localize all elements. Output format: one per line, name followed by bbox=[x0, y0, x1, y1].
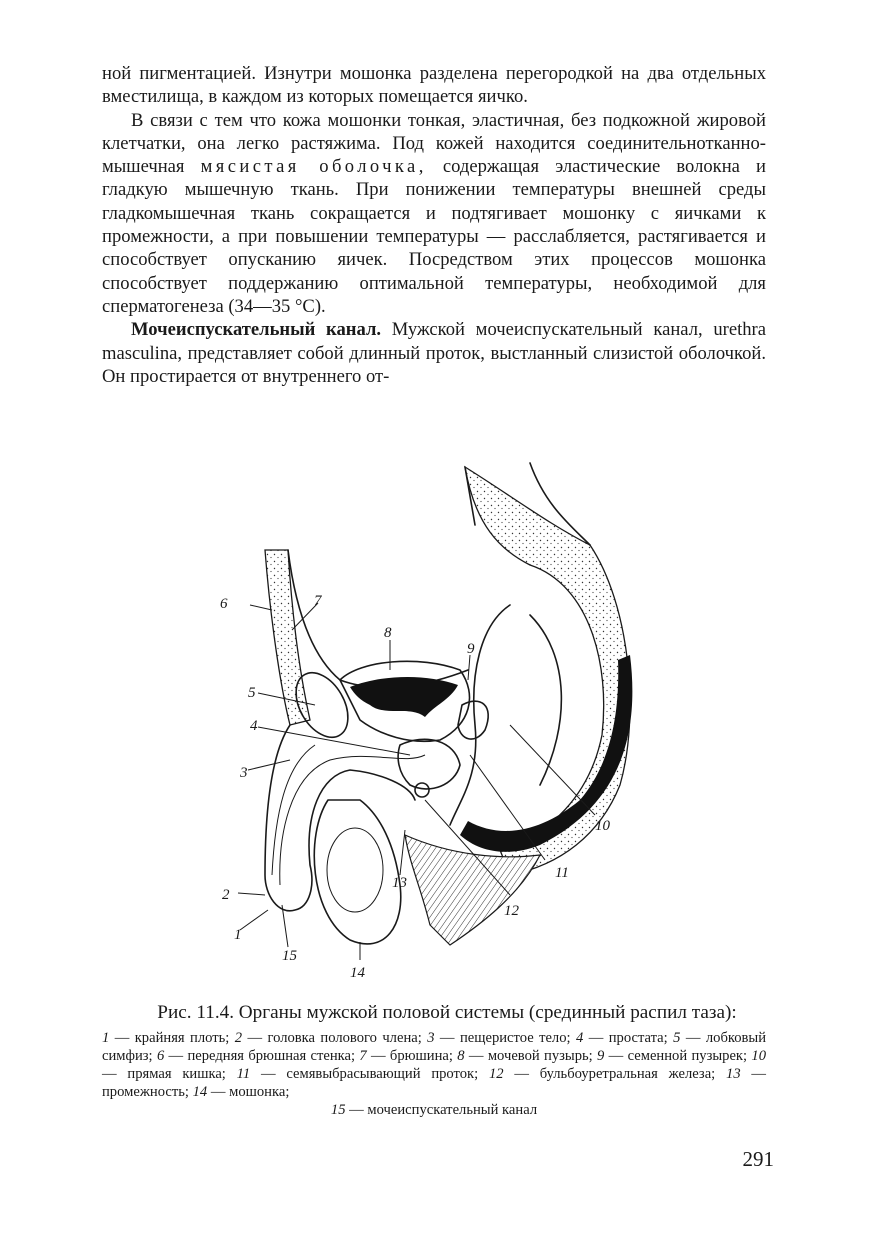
figure-label-9: 9 bbox=[467, 641, 475, 657]
paragraph-1: ной пигментацией. Изнутри мошонка разделена перегородкой на два отдельных вместилища, в каждом из которых помещается яичко. bbox=[102, 63, 766, 108]
rectum-outline bbox=[450, 605, 561, 825]
legend-items bbox=[102, 1030, 766, 1102]
peritoneum-line bbox=[288, 550, 468, 687]
prostate-outline bbox=[398, 739, 460, 789]
sacrum-shape bbox=[465, 467, 630, 875]
paragraph-3 bbox=[102, 318, 766, 388]
legend-text: — передняя брюшная стенка; bbox=[164, 1047, 360, 1064]
legend-number: 4 bbox=[576, 1030, 584, 1046]
legend-text: — мочевой пузырь; bbox=[464, 1047, 598, 1064]
term-myasistaya-obolochka: мясистая оболочка, bbox=[200, 156, 427, 178]
bladder-lumen bbox=[350, 677, 458, 717]
figure-label-8: 8 bbox=[384, 625, 392, 641]
legend-text: — мочеиспускательный канал bbox=[345, 1101, 538, 1118]
legend-number: 13 bbox=[726, 1065, 741, 1082]
legend-number: 6 bbox=[156, 1047, 165, 1064]
legend-number: 9 bbox=[597, 1047, 605, 1064]
legend-number: 5 bbox=[673, 1030, 681, 1046]
legend-text: — головка полового члена; bbox=[242, 1030, 428, 1046]
figure-label-2: 2 bbox=[222, 887, 230, 903]
figure-legend bbox=[102, 1030, 766, 1120]
legend-text: — бульбоуретральная железа; bbox=[503, 1065, 727, 1082]
figure-caption: Рис. 11.4. Органы мужской половой системы (срединный распил таза): bbox=[157, 1002, 737, 1023]
paragraph-2-start: В связи с тем что кожа мошонки тонкая, эластичная, без подкожной жировой клетчатки, она легко растяжима. Под кожей находится соединительнотканно-мышечная bbox=[102, 109, 766, 178]
legend-number: 3 bbox=[427, 1030, 435, 1046]
legend-number: 12 bbox=[488, 1065, 504, 1082]
figure-label-14: 14 bbox=[350, 965, 365, 981]
section-heading-urethra: Мочеиспускательный канал. bbox=[131, 319, 382, 341]
legend-text: — простата; bbox=[583, 1030, 674, 1046]
legend-number: 2 bbox=[234, 1030, 243, 1046]
legend-text: — прямая кишка; bbox=[102, 1065, 237, 1082]
testis-shape bbox=[327, 828, 383, 912]
figure-label-4: 4 bbox=[250, 718, 258, 734]
figure-label-10: 10 bbox=[595, 818, 610, 834]
legend-number: 10 bbox=[751, 1047, 766, 1064]
legend-last-item bbox=[102, 1102, 766, 1120]
figure-label-13: 13 bbox=[392, 875, 407, 891]
pelvis-section-drawing bbox=[210, 455, 650, 990]
bulbourethral-gland bbox=[415, 783, 429, 797]
legend-text: — пещеристое тело; bbox=[434, 1030, 576, 1046]
paragraph-2 bbox=[102, 109, 766, 319]
page-number: 291 bbox=[742, 1147, 774, 1171]
legend-text: — брюшина; bbox=[366, 1047, 458, 1064]
legend-text: — мошонка; bbox=[207, 1083, 290, 1100]
figure-label-1: 1 bbox=[234, 927, 242, 943]
figure-label-5: 5 bbox=[248, 685, 256, 701]
legend-text: — семенной пузырек; bbox=[604, 1047, 752, 1064]
paragraph-2-end: содержащая эластические волокна и гладкую мышечную ткань. При понижении температуры внешней среды гладкомышечная ткань сокращается и подтягивает мошонку с яичками к промежности, а при повышении температуры — расслабляется, растягивается и способствует опусканию яичек. Посредством этих процессов мошонка способствует поддержанию оптимальной температуры, необходимой для сперматогенеза (34—35 °С). bbox=[102, 156, 766, 317]
body-text bbox=[102, 62, 766, 388]
legend-number: 11 bbox=[236, 1065, 251, 1082]
legend-text: — крайняя плоть; bbox=[109, 1030, 235, 1046]
legend-number: 8 bbox=[457, 1047, 465, 1064]
legend-number: 14 bbox=[192, 1083, 208, 1100]
legend-text: — семявыбрасывающий проток; bbox=[250, 1065, 489, 1082]
figure-label-15: 15 bbox=[282, 948, 297, 964]
figure-label-6: 6 bbox=[220, 596, 228, 612]
legend-number: 15 bbox=[330, 1101, 346, 1118]
figure-label-12: 12 bbox=[504, 903, 519, 919]
paragraph-3-text: Мужской мочеиспускательный канал, urethra masculina, представляет собой длинный проток, выстланный слизистой оболочкой. Он простирается от внутреннего от- bbox=[102, 319, 766, 387]
figure-label-7: 7 bbox=[314, 593, 322, 609]
figure-label-3: 3 bbox=[240, 765, 248, 781]
legend-text: — лобковый симфиз; bbox=[102, 1030, 767, 1064]
legend-number: 7 bbox=[359, 1047, 367, 1064]
figure-label-11: 11 bbox=[555, 865, 569, 881]
legend-number: 1 bbox=[102, 1030, 110, 1046]
legend-text: — промежность; bbox=[102, 1065, 766, 1100]
anatomical-figure bbox=[210, 455, 650, 990]
